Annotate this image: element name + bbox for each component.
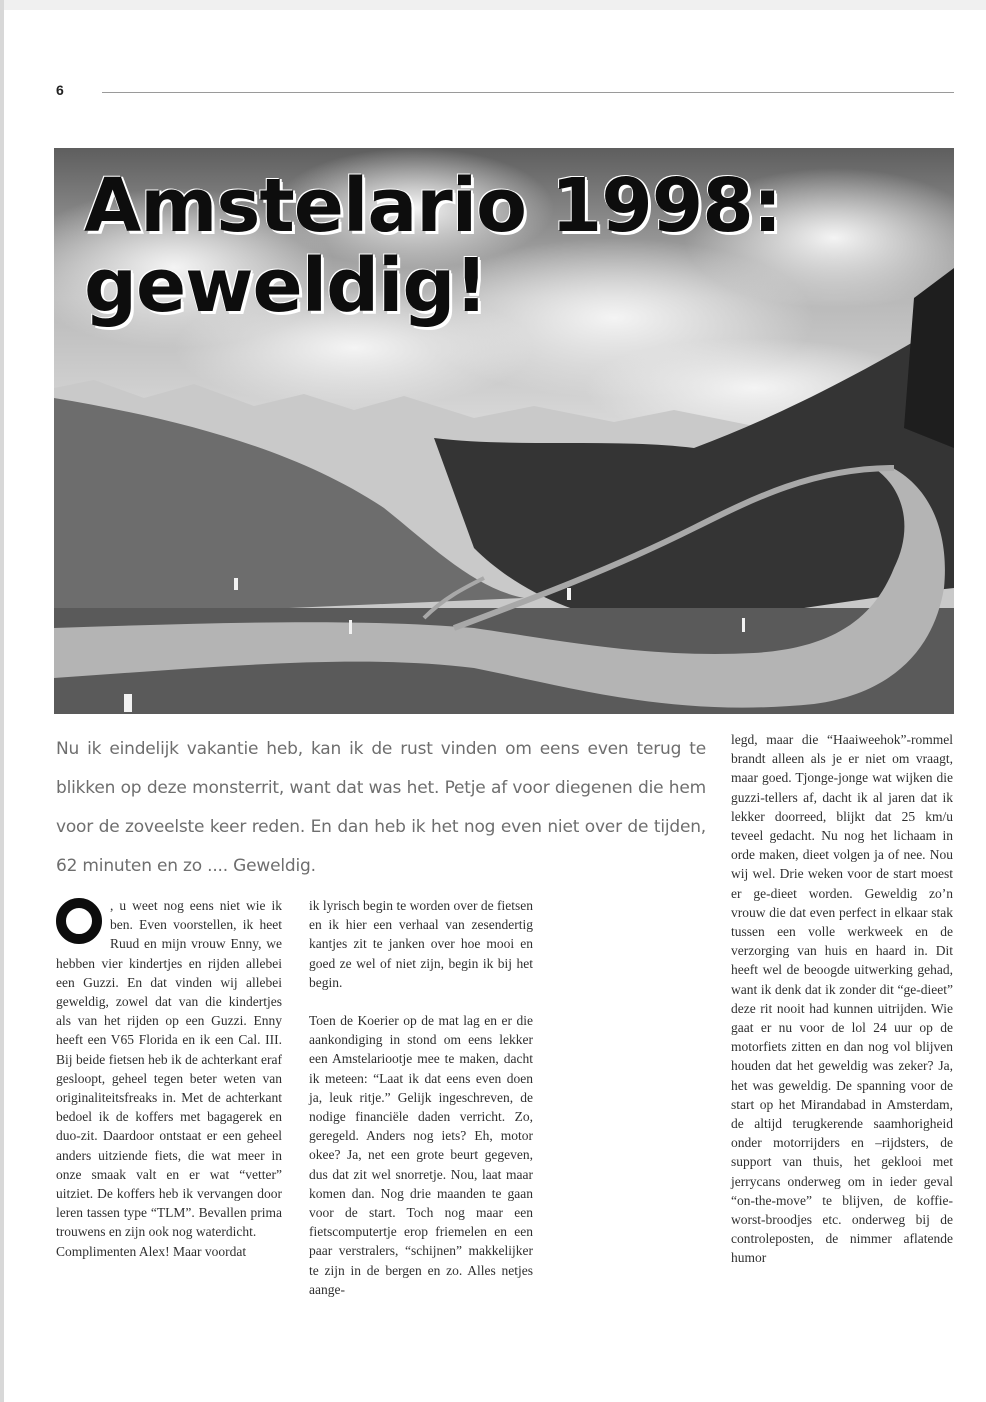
- column-2-paragraph-1: ik lyrisch begin te worden over de fietsen en ik hier een verhaal van zesendertig kantjes zit te janken over hoe mooi en goed ze wel of niet zijn, begin ik bij het begin.: [309, 898, 533, 990]
- scan-left-edge: [0, 0, 4, 1402]
- article-column-2: [309, 896, 533, 1299]
- title-line-2: geweldig!: [84, 243, 488, 329]
- page-number: 6: [56, 82, 64, 98]
- intro-paragraph: Nu ik eindelijk vakantie heb, kan ik de rust vinden om eens even terug te blikken op deze monsterrit, want dat was het. Petje af voor diegenen die hem voor de zoveelste keer reden. En dan heb ik het nog even niet over de tijden, 62 minuten en zo .... Geweldig.: [56, 739, 706, 876]
- paragraph-gap: [309, 992, 533, 1011]
- article-title: [84, 163, 782, 329]
- hero-photo: [54, 148, 954, 714]
- header-rule: [102, 92, 954, 93]
- column-1-text: , u weet nog eens niet wie ik ben. Even voorstellen, ik heet Ruud en mijn vrouw Enny, we hebben vier kindertjes en rijden allebei een Guzzi. En dat vinden wij allebei geweldig, zowel dat van die kindertjes als van het rijden op een Guzzi. Enny heeft een V65 Florida en ik een Cal. III. Bij beide fietsen heb ik de achterkant eraf gesloopt, geheel tegen beter weten van originaliteitsfreaks in. Met de achterkant bedoel ik de koffers met bagagerek en duo-zit. Daardoor ontstaat er een geheel anders uitziende fiets, die wat meer in onze smaak valt en er wat “vetter” uitziet. De koffers heb ik vervangen door leren tassen type “TLM”. Bevallen prima trouwens en zijn ook nog waterdicht.: [56, 898, 282, 1240]
- scan-top-edge: [0, 0, 986, 10]
- column-3-text: legd, maar die “Haaiweehok”-rommel brandt alleen als je er niet om vraagt, maar goed. Tjonge-jonge wat wijken die guzzi-tellers af, dacht ik al jaren dat ik lekker doorreed, blijkt dat 25 km/u teveel gedacht. Nu nog het lichaam in orde maken, dieet volgen ja of nee. Nou wij wel. Drie weken voor de start moest er ge-dieet worden. Geweldig zo’n vrouw die dat even perfect in elkaar stak tussen een volle werkweek en de verzorging van huis en haard in. Dit heeft wel de beoogde uitwerking gehad, want ik denk dat ik zonder dit “ge-dieet” deze rit nooit had kunnen uitrijden. Wie gaat er nu voor de lol 24 uur op de motorfiets zitten en dan nog vol blijven houden dat het geweldig was zeker? Ja, het was geweldig. De spanning voor de start op het Mirandabad in Amsterdam, de altijd terugkerende saamhorigheid onder motorrijders en –rijdsters, de support van thuis, het geklooi met jerrycans onderweg om in ieder geval “on-the-move” te blijven, de koffie-worst-broodjes etc. onderweg bij de controleposten, de nimmer aflatende humor: [731, 732, 953, 1266]
- title-line-1: Amstelario 1998:: [84, 163, 782, 249]
- article-column-1: [56, 896, 282, 1261]
- column-2-paragraph-2: Toen de Koerier op de mat lag en er die aankondiging in stond om eens lekker een Amstelariootje mee te maken, dacht ik meteen: “Laat ik dat eens even doen ja, leuk ritje.” Gelijk ingeschreven, de nodige financiële daden verricht. Zo, geregeld. Anders nog iets? Eh, motor okee? Ja, net een grote beurt gegeven, dus dat zit wel snorretje. Nou, laat maar komen dan. Nog drie maanden te gaan voor de start. Toch nog maar een fietscomputertje erop friemelen en een paar verstralers, “schijnen” makkelijker te zijn in de bergen en zo. Alles netjes aange-: [309, 1013, 533, 1297]
- column-1-last-line: Complimenten Alex! Maar voordat: [56, 1243, 247, 1259]
- article-column-3: [731, 730, 953, 1268]
- dropcap-letter-o: [56, 898, 102, 944]
